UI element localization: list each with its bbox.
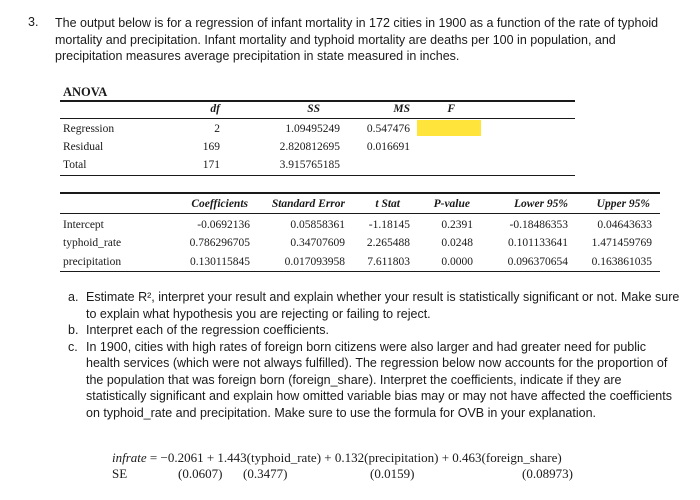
coef-header: Coefficients bbox=[191, 198, 248, 210]
equation-rhs: = −0.2061 + 1.443(typhoid_rate) + 0.132(precipitation) + 0.463(foreign_share) bbox=[149, 450, 562, 465]
sub-question-a bbox=[68, 289, 680, 322]
coef-cell: 0.34707609 bbox=[290, 237, 345, 249]
se-precipitation: (0.0159) bbox=[370, 466, 415, 481]
anova-cell: 1.09495249 bbox=[285, 123, 340, 135]
coef-cell: 0.096370654 bbox=[507, 256, 568, 268]
sub-question-c bbox=[68, 339, 680, 422]
coef-cell: 0.130115845 bbox=[190, 256, 250, 268]
coef-cell: 0.04643633 bbox=[597, 219, 652, 231]
question-number: 3. bbox=[28, 15, 39, 29]
equation-lhs: infrate bbox=[112, 450, 147, 465]
anova-header-df: df bbox=[210, 103, 220, 115]
coef-cell: 7.611803 bbox=[367, 256, 410, 268]
anova-cell: 169 bbox=[202, 141, 220, 153]
coef-header: P-value bbox=[433, 198, 470, 210]
anova-cell: 0.547476 bbox=[366, 123, 410, 135]
sub-question-marker: c. bbox=[68, 339, 78, 354]
coef-cell: 1.471459769 bbox=[591, 237, 652, 249]
sub-question-text: In 1900, cities with high rates of foreign born citizens were also larger and had greater need for public health services (which were not always fulfilled). The regression below now accounts for the proportion of the population that was foreign born (foreign_share). Interpret the coefficients, indicate if they are statistically significant and explain how omitted variable bias may or may not have affected the coefficients on typhoid_rate and precipitation. Make sure to use the formula for OVB in your explanation. bbox=[86, 339, 672, 420]
coef-cell: 0.2391 bbox=[441, 219, 473, 231]
coef-header: Upper 95% bbox=[596, 198, 650, 210]
coef-cell: 0.101133641 bbox=[508, 237, 568, 249]
anova-bottom-rule bbox=[60, 175, 575, 176]
sub-question-text: Estimate R², interpret your result and explain whether your result is statistically significant or not. Make sure to explain what hypothesis you are rejecting or failing to reject. bbox=[86, 290, 680, 321]
coef-cell: 0.05858361 bbox=[290, 219, 345, 231]
se-typhoid: (0.3477) bbox=[243, 466, 288, 481]
f-value-highlight bbox=[417, 120, 481, 136]
coef-cell: -0.0692136 bbox=[197, 219, 250, 231]
anova-header-ms: MS bbox=[393, 103, 410, 115]
se-intercept: (0.0607) bbox=[178, 466, 223, 481]
anova-header-rule bbox=[60, 118, 575, 119]
se-foreign-share: (0.08973) bbox=[522, 466, 573, 481]
anova-row-label: Regression bbox=[63, 123, 115, 135]
sub-question-text: Interpret each of the regression coefficients. bbox=[86, 323, 329, 337]
coef-cell: 0.0248 bbox=[441, 237, 473, 249]
regression-equation bbox=[112, 450, 562, 466]
anova-title: ANOVA bbox=[63, 85, 108, 99]
coef-row-label: Intercept bbox=[63, 219, 104, 231]
coef-cell: 2.265488 bbox=[366, 237, 410, 249]
coef-header-rule bbox=[60, 213, 660, 214]
anova-row-label: Total bbox=[63, 159, 87, 171]
anova-top-rule bbox=[60, 100, 575, 102]
anova-cell: 2 bbox=[214, 123, 220, 135]
coef-header: Standard Error bbox=[271, 198, 345, 210]
coef-header: Lower 95% bbox=[514, 198, 568, 210]
sub-question-list bbox=[68, 289, 680, 421]
anova-cell: 3.915765185 bbox=[279, 159, 340, 171]
sub-question-marker: a. bbox=[68, 290, 79, 304]
coef-cell: 0.017093958 bbox=[284, 256, 345, 268]
coef-cell: 0.786296705 bbox=[189, 237, 250, 249]
anova-cell: 171 bbox=[202, 159, 220, 171]
coef-top-rule bbox=[60, 192, 660, 194]
coef-header: t Stat bbox=[375, 198, 400, 210]
anova-cell: 0.016691 bbox=[366, 141, 410, 153]
se-label: SE bbox=[112, 466, 128, 481]
coef-cell: -1.18145 bbox=[368, 219, 410, 231]
sub-question-b bbox=[68, 322, 680, 339]
sub-question-marker: b. bbox=[68, 323, 79, 337]
anova-cell: 2.820812695 bbox=[279, 141, 340, 153]
anova-header-ss: SS bbox=[307, 103, 320, 115]
coef-row-label: typhoid_rate bbox=[63, 237, 122, 249]
coef-bottom-rule bbox=[60, 271, 660, 272]
coef-row-label: precipitation bbox=[63, 256, 122, 268]
coef-cell: 0.163861035 bbox=[591, 256, 652, 268]
anova-row-label: Residual bbox=[63, 141, 104, 153]
anova-header-f: F bbox=[447, 103, 455, 115]
coef-cell: 0.0000 bbox=[441, 256, 473, 268]
coef-cell: -0.18486353 bbox=[509, 219, 568, 231]
question-text: The output below is for a regression of infant mortality in 172 cities in 1900 as a function of the rate of typhoid mortality and precipitation. Infant mortality and typhoid mortality are deaths per 100 in population, and precipitation measures average precipitation in state measured in inches. bbox=[55, 16, 659, 63]
